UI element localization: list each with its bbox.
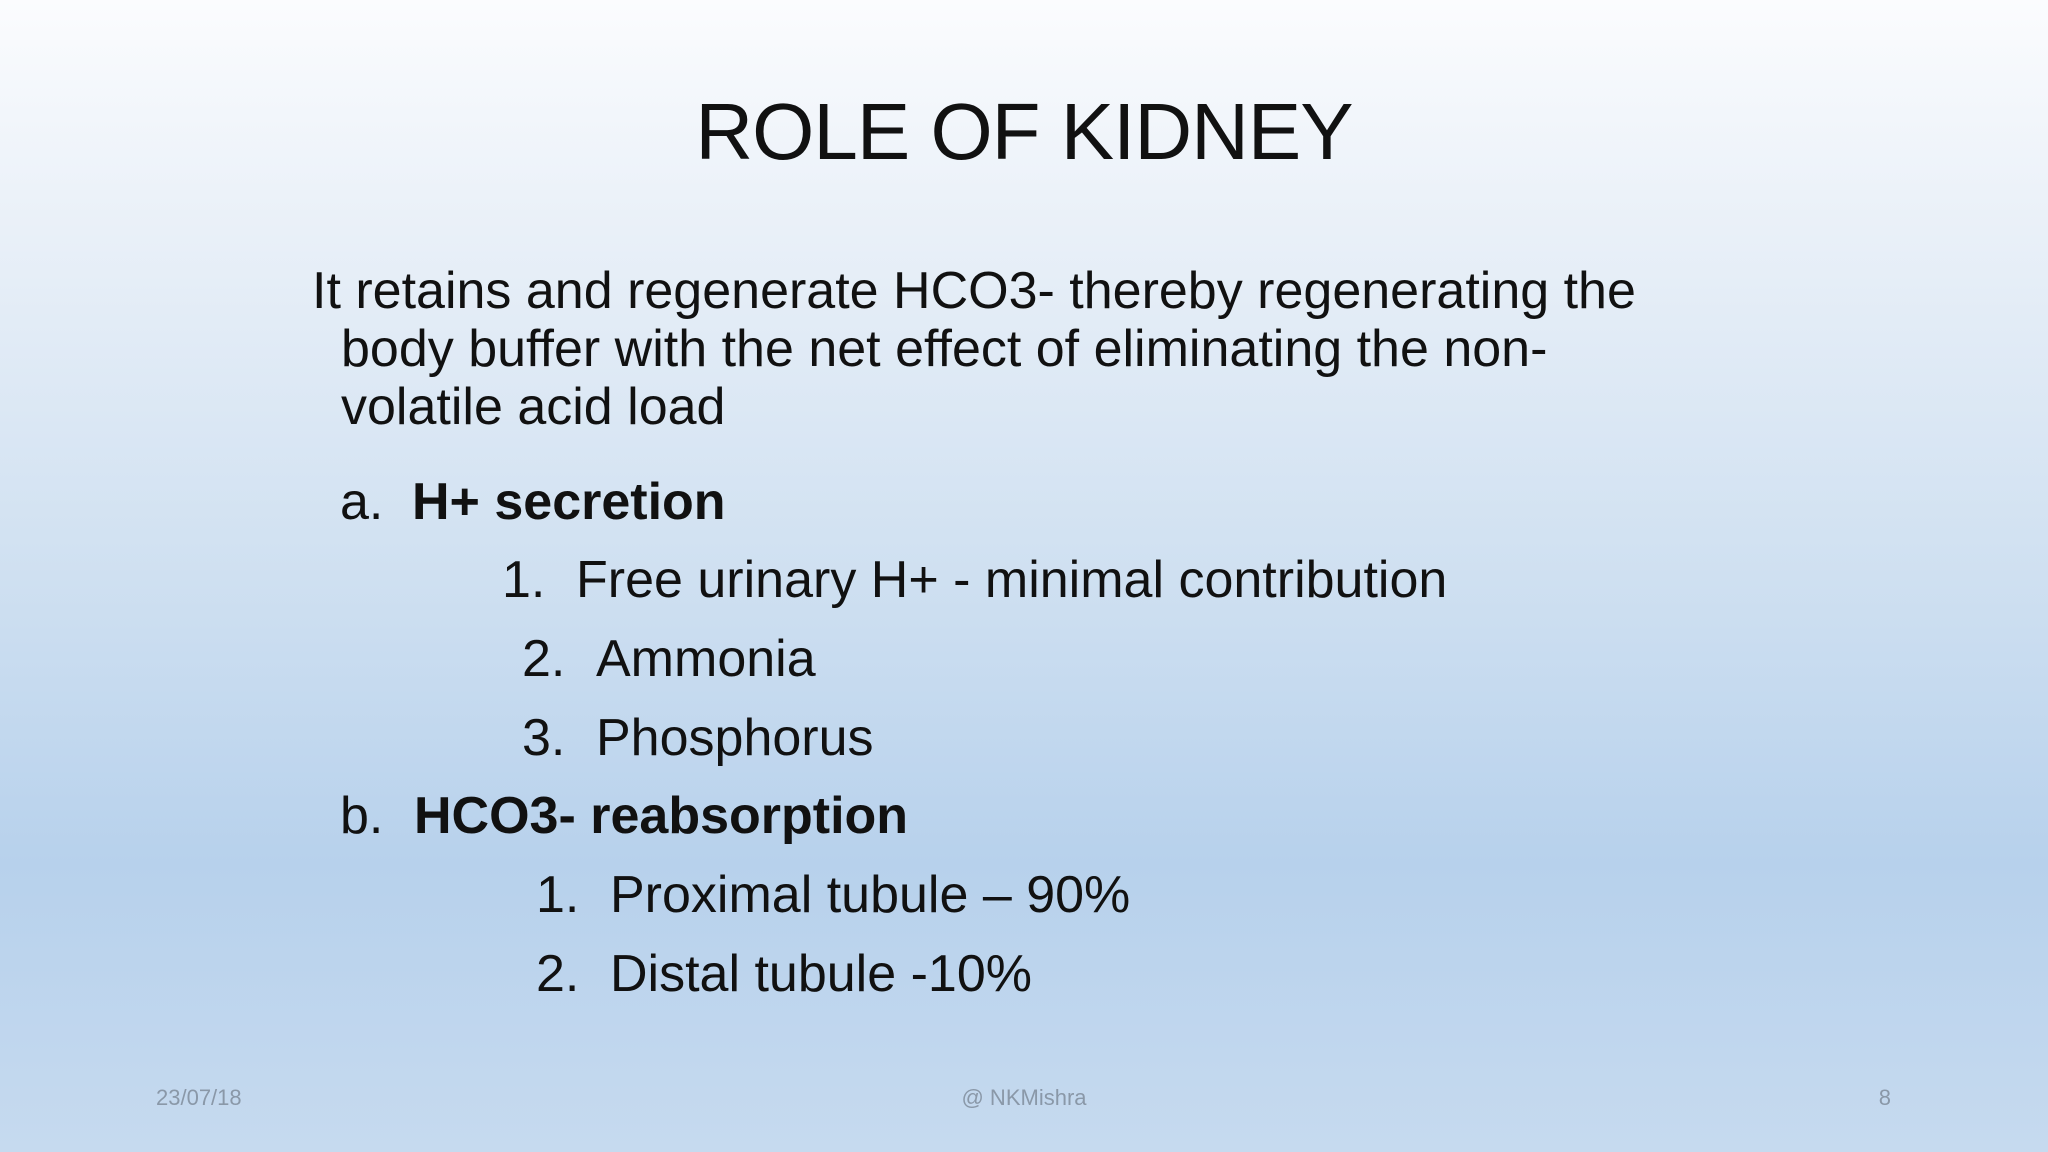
section-b-heading — [340, 784, 908, 848]
intro-line-1: It retains and regenerate HCO3- thereby regenerating the — [312, 262, 1636, 320]
section-b-label: HCO3- reabsorption — [414, 787, 909, 845]
section-b-marker: b. — [340, 787, 384, 845]
section-a-marker: a. — [340, 473, 384, 531]
section-a-item-2-marker: 2. — [522, 630, 566, 688]
section-a-item-1-text: Free urinary H+ - minimal contribution — [576, 551, 1448, 609]
intro-paragraph — [312, 262, 1742, 436]
section-b-item-1-text: Proximal tubule – 90% — [610, 866, 1131, 924]
footer-date: 23/07/18 — [156, 1085, 242, 1110]
section-b-item-1 — [536, 863, 1130, 927]
section-a-item-3-marker: 3. — [522, 709, 566, 767]
section-a-label: H+ secretion — [412, 473, 726, 531]
section-a-item-2-text: Ammonia — [596, 630, 816, 688]
intro-line-3: volatile acid load — [341, 378, 726, 436]
page-number: 8 — [1878, 1085, 1891, 1110]
section-b-item-2-text: Distal tubule -10% — [610, 945, 1032, 1003]
section-a-item-3 — [522, 706, 874, 770]
section-b-item-2 — [536, 942, 1032, 1006]
section-a-item-2 — [522, 627, 816, 691]
section-a-item-1 — [502, 548, 1447, 612]
section-b-item-1-marker: 1. — [536, 866, 580, 924]
section-a-heading — [340, 470, 726, 534]
slide-title: ROLE OF KIDNEY — [695, 87, 1353, 176]
footer-author: @ NKMishra — [961, 1085, 1087, 1110]
intro-line-2: body buffer with the net effect of eliminating the non- — [341, 320, 1548, 378]
section-b-item-2-marker: 2. — [536, 945, 580, 1003]
section-a-item-1-marker: 1. — [502, 551, 546, 609]
section-a-item-3-text: Phosphorus — [596, 709, 874, 767]
